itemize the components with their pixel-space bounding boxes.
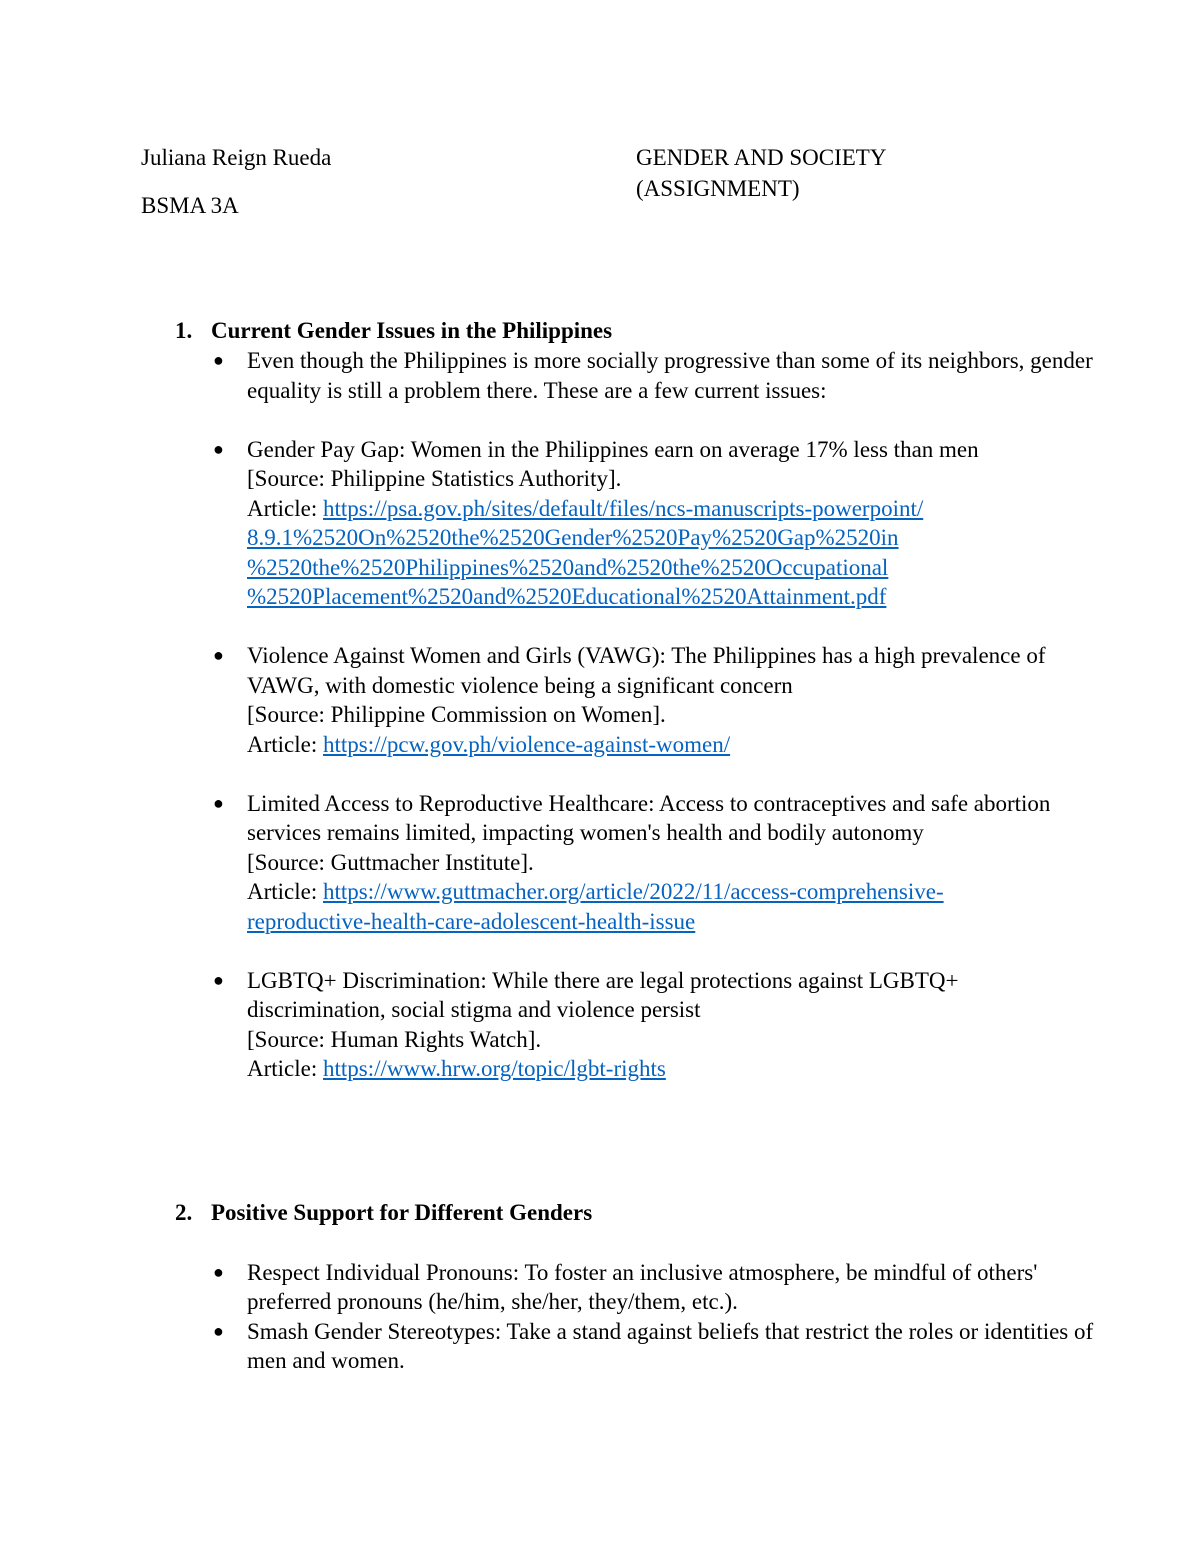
issue-source: [Source: Philippine Statistics Authority]. <box>247 466 622 491</box>
article-link[interactable]: https://psa.gov.ph/sites/default/files/ncs-manuscripts-powerpoint/ <box>323 495 924 521</box>
issue-article <box>247 877 1101 907</box>
assignment-label: (ASSIGNMENT) <box>636 176 800 201</box>
issue-source: [Source: Philippine Commission on Women]. <box>247 702 666 727</box>
list-item <box>141 966 1101 1084</box>
list-item <box>141 1317 1101 1376</box>
bullet-icon: ● <box>213 1320 224 1341</box>
course-info <box>636 142 886 204</box>
list-item <box>141 435 1101 612</box>
student-section: BSMA 3A <box>141 193 239 218</box>
section-1-heading <box>141 316 1101 346</box>
course-title: GENDER AND SOCIETY <box>636 145 887 170</box>
article-link[interactable]: 8.9.1%2520On%2520the%2520Gender%2520Pay%2520Gap%2520in <box>247 525 899 550</box>
support-text: Smash Gender Stereotypes: Take a stand against beliefs that restrict the roles or identities of men and women. <box>247 1318 1094 1373</box>
student-info <box>141 142 331 222</box>
issue-article <box>247 494 1101 524</box>
article-link[interactable]: %2520Placement%2520and%2520Educational%2520Attainment.pdf <box>247 584 887 609</box>
list-item <box>141 346 1101 405</box>
issue-text: Limited Access to Reproductive Healthcare: Access to contraceptives and safe abortion services remains limited, impacting women's health and bodily autonomy <box>247 790 1051 845</box>
article-link[interactable]: reproductive-health-care-adolescent-health-issue <box>247 908 696 934</box>
section-1-title: Current Gender Issues in the Philippines <box>211 318 613 343</box>
article-label: Article: <box>247 731 318 757</box>
list-item <box>141 789 1101 937</box>
bullet-icon: ● <box>213 645 224 665</box>
bullet-icon: ● <box>213 350 224 370</box>
issue-source: [Source: Human Rights Watch]. <box>247 1026 542 1052</box>
support-text: Respect Individual Pronouns: To foster an inclusive atmosphere, be mindful of others' preferred pronouns (he/him, she/her, they/them, etc.). <box>247 1259 1038 1314</box>
issue-article <box>247 730 1101 760</box>
student-name: Juliana Reign Rueda <box>141 145 332 170</box>
section-positive-support <box>141 1198 1101 1376</box>
list-item <box>141 641 1101 759</box>
issue-text: Gender Pay Gap: Women in the Philippines earn on average 17% less than men <box>247 436 979 462</box>
bullet-icon: ● <box>213 792 224 813</box>
section-current-issues <box>141 316 1101 1084</box>
article-label: Article: <box>247 879 318 904</box>
article-link[interactable]: %2520the%2520Philippines%2520and%2520the%2520Occupational <box>247 554 889 580</box>
issue-text: Violence Against Women and Girls (VAWG): The Philippines has a high prevalence of VAWG, with domestic violence being a significant concern <box>247 643 1046 698</box>
issue-text: LGBTQ+ Discrimination: While there are legal protections against LGBTQ+ discrimination, social stigma and violence persist <box>247 967 959 1022</box>
bullet-icon: ● <box>213 438 224 459</box>
intro-text: Even though the Philippines is more socially progressive than some of its neighbors, gender equality is still a problem there. These are a few current issues: <box>247 348 1093 403</box>
article-label: Article: <box>247 1056 318 1081</box>
article-link[interactable]: https://pcw.gov.ph/violence-against-women/ <box>323 731 731 757</box>
article-link[interactable]: https://www.guttmacher.org/article/2022/11/access-comprehensive- <box>323 879 944 904</box>
bullet-icon: ● <box>213 1261 224 1282</box>
article-label: Article: <box>247 495 318 521</box>
section-2-heading <box>141 1198 1101 1228</box>
section-1-number: 1. <box>175 318 193 343</box>
section-2-number: 2. <box>175 1200 193 1225</box>
issue-source: [Source: Guttmacher Institute]. <box>247 849 534 875</box>
issue-article <box>247 1054 1101 1084</box>
list-item <box>141 1258 1101 1317</box>
article-link[interactable]: https://www.hrw.org/topic/lgbt-rights <box>323 1056 666 1081</box>
section-2-title: Positive Support for Different Genders <box>211 1200 593 1225</box>
bullet-icon: ● <box>213 969 224 990</box>
